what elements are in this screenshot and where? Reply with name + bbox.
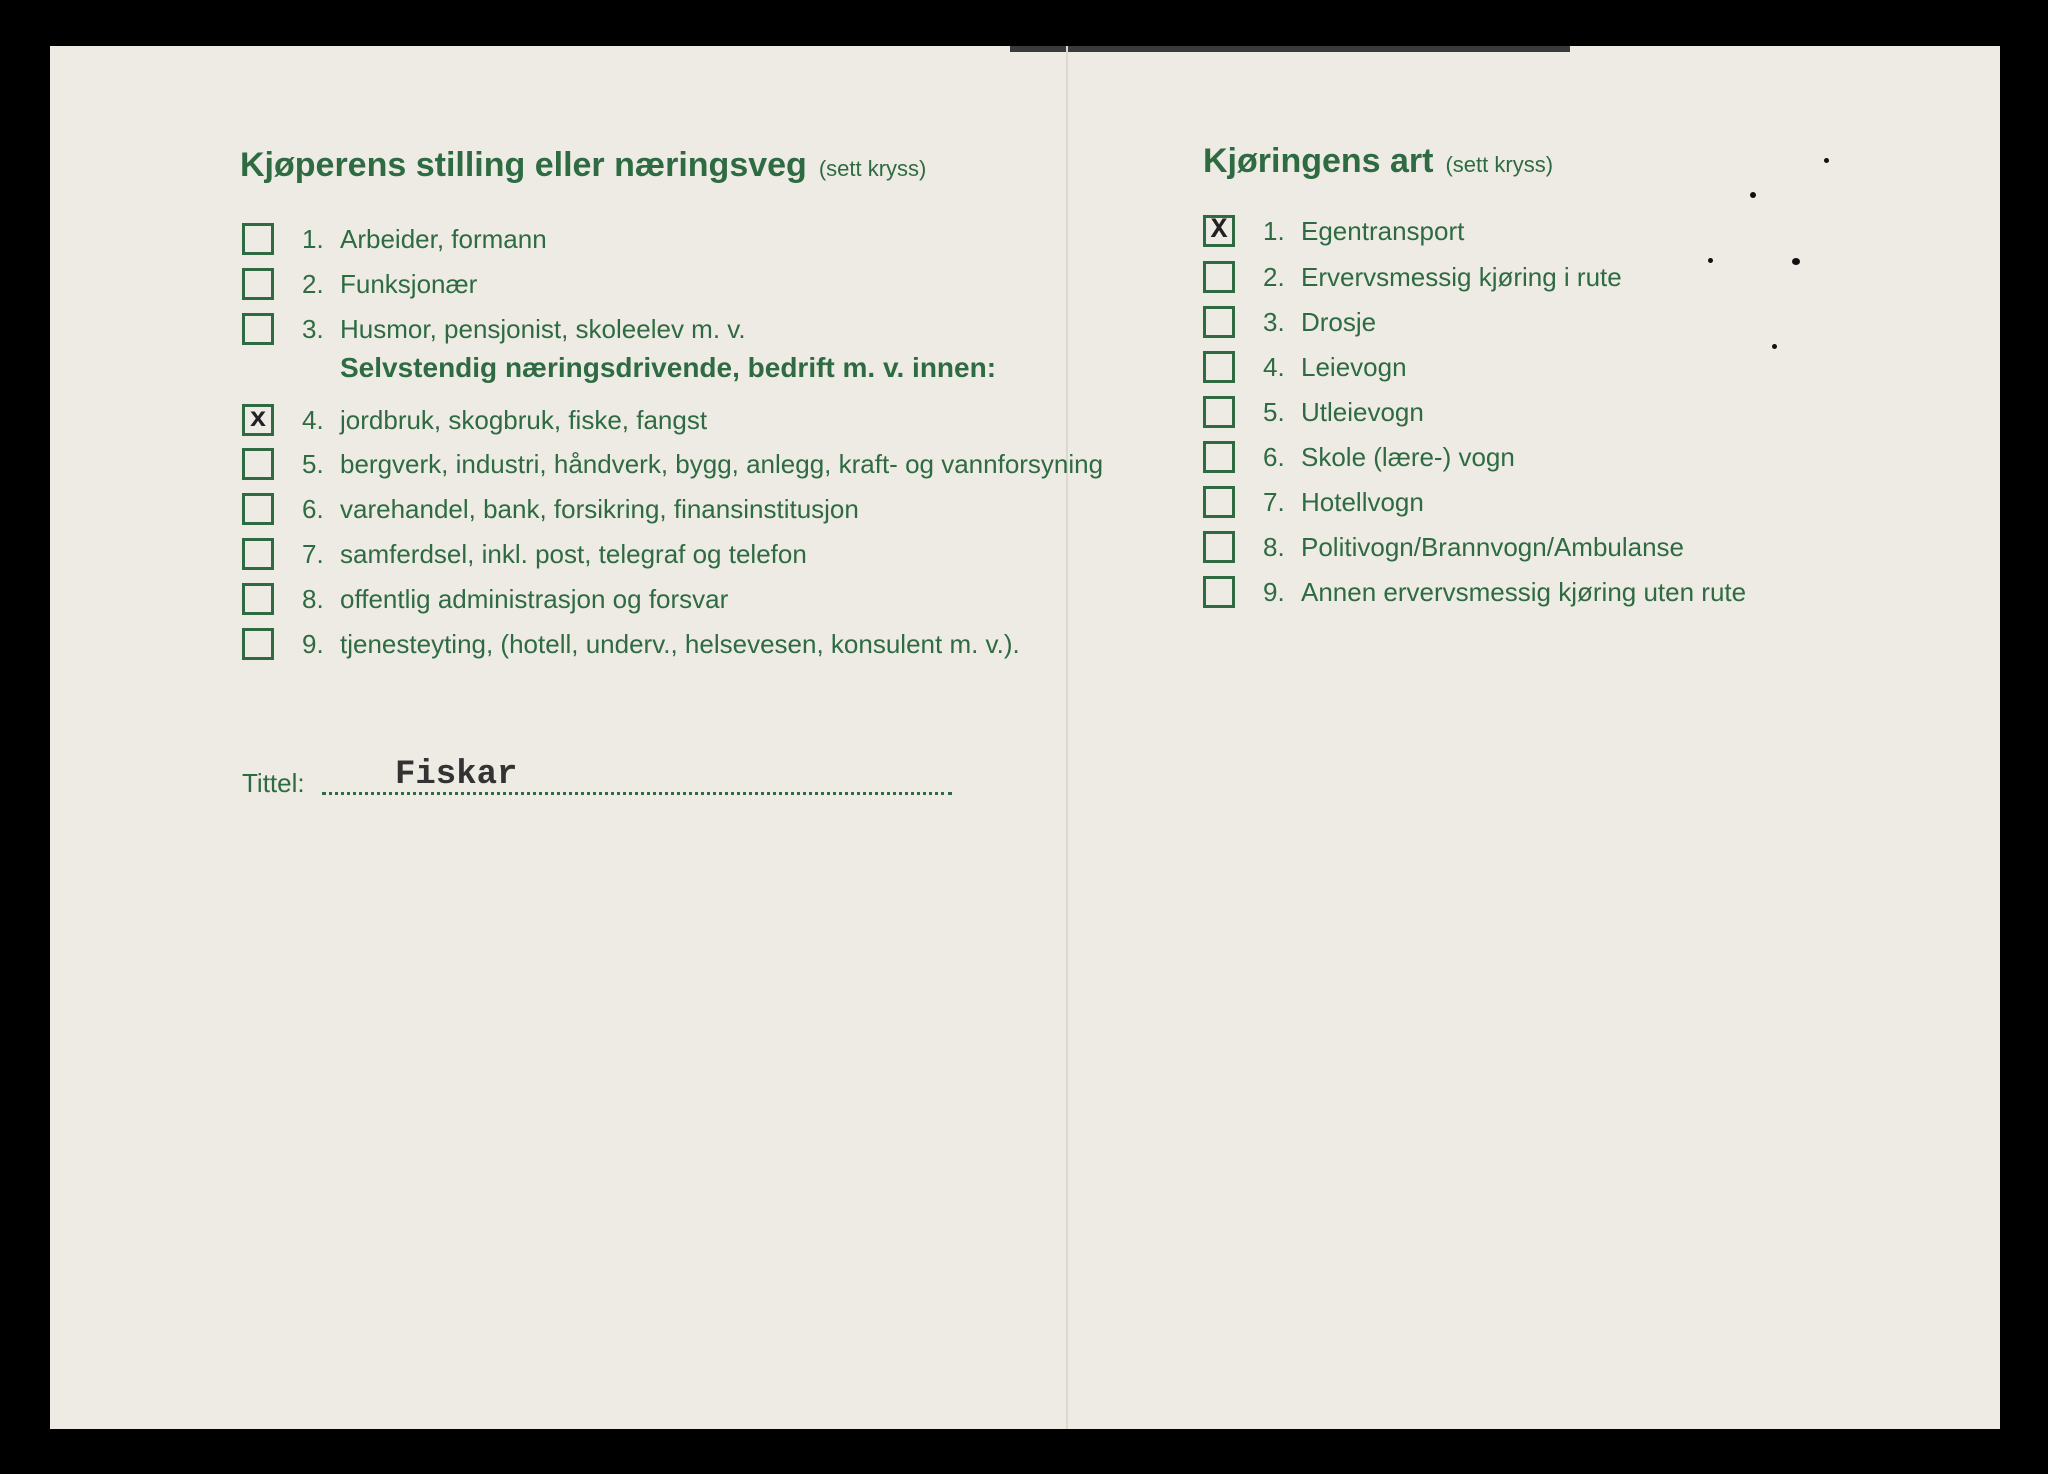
ink-speck (1792, 258, 1800, 265)
title-field-label: Tittel: (242, 768, 305, 798)
option-number: 5. (302, 448, 324, 479)
option-number: 9. (302, 628, 324, 659)
checkbox[interactable] (1203, 531, 1235, 563)
option-label: tjenesteyting, (hotell, underv., helsevesen, konsulent m. v.). (340, 628, 1020, 659)
option-label: Arbeider, formann (340, 223, 547, 254)
option-number: 3. (1263, 306, 1285, 337)
occupation-option-6[interactable] (242, 490, 859, 528)
option-label: jordbruk, skogbruk, fiske, fangst (340, 404, 708, 435)
checkbox[interactable] (1203, 306, 1235, 338)
option-label: Annen ervervsmessig kjøring uten rute (1301, 576, 1747, 607)
checkbox[interactable] (1203, 351, 1235, 383)
checkbox[interactable] (242, 268, 274, 300)
driving-type-hint: (sett kryss) (1445, 152, 1554, 177)
option-number: 6. (1263, 441, 1285, 472)
buyer-occupation-title-text: Kjøperens stilling eller næringsveg (240, 146, 807, 184)
occupation-option-9[interactable] (242, 625, 1020, 663)
driving-option-3[interactable] (1203, 303, 1376, 341)
checkbox[interactable] (242, 493, 274, 525)
occupation-option-1[interactable] (242, 220, 547, 258)
option-label: bergverk, industri, håndverk, bygg, anlegg, kraft- og vannforsyning (340, 448, 1104, 479)
option-number: 1. (1263, 215, 1285, 246)
checkbox[interactable] (242, 313, 274, 345)
option-label: Hotellvogn (1301, 486, 1424, 517)
checkbox[interactable] (242, 448, 274, 480)
option-label: varehandel, bank, forsikring, finansinstitusjon (340, 493, 859, 524)
checkbox[interactable] (1203, 486, 1235, 518)
option-label: Leievogn (1301, 351, 1407, 382)
driving-option-6[interactable] (1203, 438, 1515, 476)
option-label: Politivogn/Brannvogn/Ambulanse (1301, 531, 1685, 562)
buyer-occupation-hint: (sett kryss) (818, 156, 927, 181)
fold-line (1066, 46, 1068, 1429)
driving-option-8[interactable] (1203, 528, 1684, 566)
driving-option-2[interactable] (1203, 258, 1622, 296)
checkbox[interactable] (242, 628, 274, 660)
checkbox-checked[interactable]: X (1203, 215, 1235, 247)
checkbox[interactable] (1203, 576, 1235, 608)
title-field-value[interactable]: Fiskar (395, 756, 518, 794)
occupation-option-2[interactable] (242, 265, 477, 303)
driving-type-title-text: Kjøringens art (1203, 142, 1434, 180)
ink-speck (1750, 192, 1756, 198)
option-label: Funksjonær (340, 268, 478, 299)
option-label: Utleievogn (1301, 396, 1424, 427)
driving-option-1[interactable] (1203, 212, 1464, 250)
option-number: 1. (302, 223, 324, 254)
ink-speck (1708, 258, 1713, 263)
checkbox[interactable] (242, 223, 274, 255)
driving-option-5[interactable] (1203, 393, 1424, 431)
checkbox[interactable] (1203, 396, 1235, 428)
option-number: 5. (1263, 396, 1285, 427)
option-label: offentlig administrasjon og forsvar (340, 583, 729, 614)
option-label: Skole (lære-) vogn (1301, 441, 1515, 472)
buyer-occupation-title (240, 146, 926, 185)
driving-option-9[interactable] (1203, 573, 1746, 611)
occupation-option-4[interactable] (242, 401, 707, 439)
self-employed-subheading: Selvstendig næringsdrivende, bedrift m. v. innen: (340, 352, 997, 383)
top-edge-shadow (1010, 46, 1570, 52)
option-number: 8. (302, 583, 324, 614)
option-label: Husmor, pensjonist, skoleelev m. v. (340, 313, 746, 344)
ink-speck (1824, 158, 1829, 163)
checkbox[interactable] (1203, 261, 1235, 293)
option-label: Ervervsmessig kjøring i rute (1301, 261, 1622, 292)
option-number: 7. (302, 538, 324, 569)
option-number: 2. (1263, 261, 1285, 292)
occupation-option-7[interactable] (242, 535, 807, 573)
driving-type-title (1203, 142, 1553, 181)
option-number: 8. (1263, 531, 1285, 562)
option-number: 3. (302, 313, 324, 344)
option-number: 6. (302, 493, 324, 524)
option-label: samferdsel, inkl. post, telegraf og telefon (340, 538, 807, 569)
option-label: Egentransport (1301, 215, 1465, 246)
checkbox[interactable] (1203, 441, 1235, 473)
option-number: 4. (302, 404, 324, 435)
option-label: Drosje (1301, 306, 1377, 337)
occupation-option-3[interactable] (242, 310, 746, 348)
occupation-option-5[interactable] (242, 445, 1103, 483)
form-sheet (50, 46, 2000, 1429)
option-number: 9. (1263, 576, 1285, 607)
option-number: 4. (1263, 351, 1285, 382)
driving-option-7[interactable] (1203, 483, 1424, 521)
ink-speck (1772, 344, 1777, 349)
checkbox[interactable] (242, 538, 274, 570)
option-number: 7. (1263, 486, 1285, 517)
driving-option-4[interactable] (1203, 348, 1407, 386)
checkbox[interactable] (242, 583, 274, 615)
checkbox-checked[interactable]: x (242, 404, 274, 436)
option-number: 2. (302, 268, 324, 299)
occupation-option-8[interactable] (242, 580, 728, 618)
